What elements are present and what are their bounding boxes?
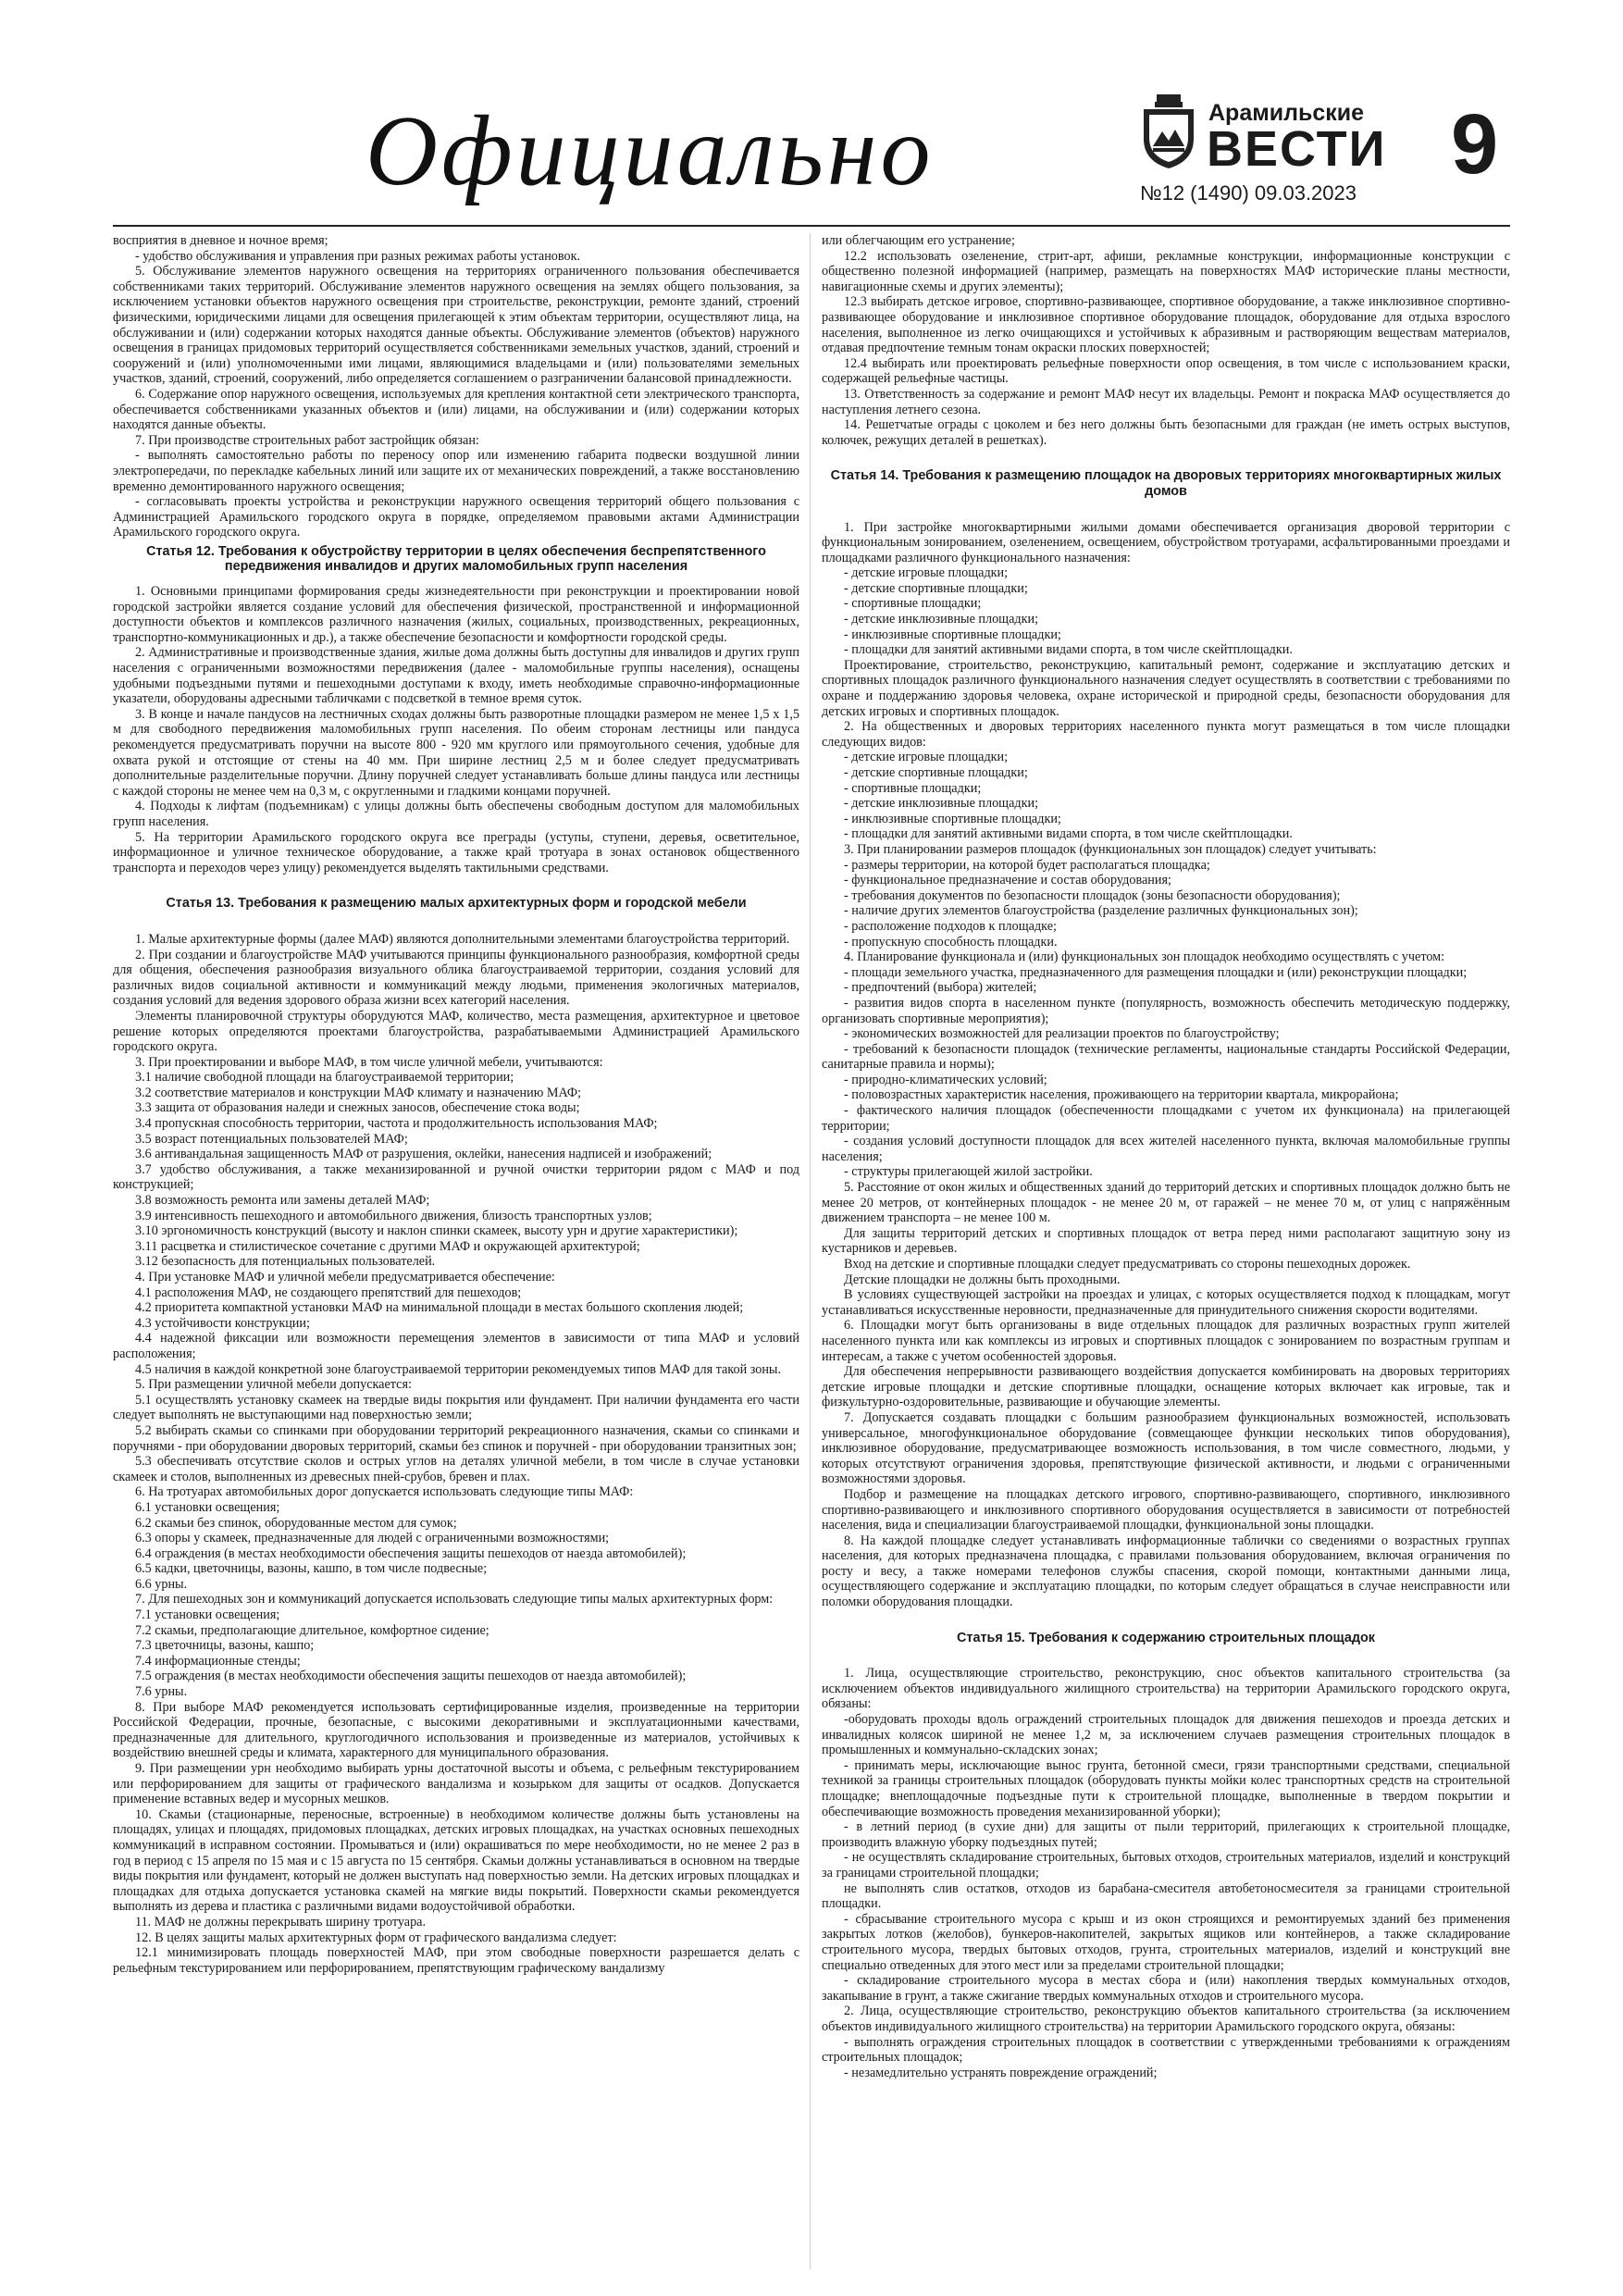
paragraph: Вход на детские и спортивные площадки следует предусматривать со стороны пешеходных дорожек. (844, 1257, 1411, 1272)
paragraph: - размеры территории, на которой будет располагаться площадка; (844, 857, 1210, 873)
paragraph: - требования документов по безопасности площадок (зоны безопасности оборудования); (844, 887, 1341, 903)
paragraph: 5. Расстояние от окон жилых и общественных зданий до территорий детских и спортивных площадок должно быть не менее 20 метров, от контейнерных площадок - не менее 20 м, от гаражей – не менее 70 м, от улиц с напряжённым движением транспорта – не менее 100 м. (822, 1180, 1510, 1226)
paragraph: - фактического наличия площадок (обеспеченности площадками с учетом их функционала) на прилегающей территории; (822, 1103, 1510, 1134)
paragraph: Для защиты территорий детских и спортивных площадок от ветра перед ними располагают защитную зону из кустарников и деревьев. (822, 1225, 1510, 1257)
paragraph: 5.3 обеспечивать отсутствие сколов и острых углов на деталях уличной мебели, в том числе в случае установки скамеек и столов, выполненных из древесных пней-срубов, бревен и плах. (113, 1454, 799, 1484)
paragraph: - согласовывать проекты устройства и реконструкции наружного освещения территорий общего пользования с Администрацией Арамильского городского округа в порядке, определяемом правовыми актами Администрации Арамильского городского округа. (113, 494, 799, 540)
paragraph: - в летний период (в сухие дни) для защиты от пыли территорий, прилегающих к строительной площадке, производить влажную уборку подъездных путей; (822, 1819, 1510, 1850)
paragraph: - спортивные площадки; (844, 596, 982, 612)
paragraph: 11. МАФ не должны перекрывать ширину тротуара. (135, 1914, 427, 1930)
paragraph: Подбор и размещение на площадках детского игрового, спортивно-развивающего, спортивного, инклюзивного спортивно-развивающего и инклюзивного спортивного оборудования осуществляется в зависимости от потребностей населения, вида и специализации благоустраиваемой площадки, функциональной зоны площадки. (822, 1486, 1510, 1533)
paragraph: - площадки для занятий активными видами спорта, в том числе скейтплощадки. (844, 642, 1293, 658)
paragraph: 12.2 использовать озеленение, стрит-арт, афиши, рекламные конструкции, информационные конструкции с общественно полезной информацией (например, размещать на поверхностях МАФ исторические планы местности, навигационные схемы и других элементы); (822, 248, 1510, 294)
header-rule (113, 225, 1510, 227)
paragraph: 1. Основными принципами формирования среды жизнедеятельности при реконструкции и проектировании новой городской застройки является создание условий для обеспечения физической, пространственной и информационной доступности объектов и комплексов различного назначения (жилых, социальных, производственных, рекреационных, транспортно-коммуникационных и др.), а также обеспечение безопасности и комфортности городской среды. (113, 584, 799, 645)
paragraph: 2. На общественных и дворовых территориях населенного пункта могут размещаться в том числе площадки следующих видов: (822, 719, 1510, 750)
newspaper-logo (1140, 89, 1387, 181)
paragraph: 14. Решетчатые ограды с цоколем и без него должны быть безопасными для граждан (не иметь острых выступов, колючек, режущих деталей в решетках). (822, 417, 1510, 448)
paragraph: - детские спортивные площадки; (844, 765, 1028, 780)
paragraph: 6.4 ограждения (в местах необходимости обеспечения защиты пешеходов от наезда автомобилей); (135, 1545, 687, 1561)
paragraph: 6. На тротуарах автомобильных дорог допускается использовать следующие типы МАФ: (135, 1484, 634, 1500)
paragraph: 3. В конце и начале пандусов на лестничных сходах должны быть разворотные площадки размером не менее 1,5 х 1,5 м для свободного передвижения маломобильных групп населения. По обеим сторонам лестницы или пандуса рекомендуется предусматривать поручни на высоте 800 - 920 мм круглого или прямоугольного сечения, удобные для охвата рукой и отстоящие от стены на 40 мм. При ширине лестниц 2,5 м и более следует предусматривать дополнительные разделительные поручни. Длину поручней следует устанавливать больше длины пандуса или лестницы с каждой стороны не менее чем на 0,3 м, с округленными и гладкими концами поручней. (113, 706, 799, 799)
paragraph: 3.2 соответствие материалов и конструкции МАФ климату и назначению МАФ; (135, 1085, 582, 1100)
paragraph: - детские инклюзивные площадки; (844, 796, 1039, 812)
paragraph: 3. При проектировании и выборе МАФ, в том числе уличной мебели, учитываются: (135, 1054, 603, 1070)
paragraph: - детские игровые площадки; (844, 750, 1009, 765)
paragraph: 2. При создании и благоустройстве МАФ учитываются принципы функционального разнообразия, комфортной среды для общения, обеспечения разнообразия визуального облика благоустраиваемой территории, создания условий для различных видов социальной активности и коммуникаций между людьми, применения экологичных материалов, создания условий для ведения здорового образа жизни всех категорий населения. (113, 947, 799, 1009)
paragraph: Элементы планировочной структуры оборудуются МАФ, количество, места размещения, архитектурное и цветовое решение которых определяются проектами благоустройства, разрабатываемыми Администрацией Арамильского городского округа. (113, 1008, 799, 1055)
paragraph: 5. Обслуживание элементов наружного освещения на территориях ограниченного пользования обеспечивается собственниками таких территорий. Обслуживание элементов наружного освещения на землях общего пользования, за исключением установки объектов наружного освещения при строительстве, реконструкции, ремонте зданий, строений физическими, юридическими лицами для освещения прилегающей к этим объектам территории, осуществляют лица, на обслуживании и (или) содержании которых находятся данные объекты. Обслуживание элементов (объектов) наружного освещения в границах придомовых территорий осуществляется собственниками земельных участков, зданий, строений и сооружений и (или) уполномоченными ими лицами, являющимися владельцами и (или) пользователями земельных участков, зданий, строений, сооружений, либо определяется соглашением о разграничении балансовой принадлежности. (113, 264, 799, 387)
paragraph: 9. При размещении урн необходимо выбирать урны достаточной высоты и объема, с рельефным текстурированием или перфорированием для защиты от графического вандализма и козырьком для защиты от осадков. Допускается применение вставных ведер и мусорных мешков. (113, 1761, 799, 1807)
article-heading: Статья 15. Требования к содержанию строительных площадок (957, 1630, 1375, 1645)
paragraph: 4.2 приоритета компактной установки МАФ на минимальной площади в местах большого скопления людей; (135, 1300, 744, 1316)
paragraph: 7. При производстве строительных работ застройщик обязан: (135, 432, 479, 448)
paragraph: Проектирование, строительство, реконструкцию, капитальный ремонт, содержание и эксплуатацию детских и спортивных площадок различного функционального назначения следует осуществлять в соответствии с требованиями по охране и поддержанию здоровья человека, охране исторической и природной среды, безопасности оборудования для детских игровых и спортивных площадок. (822, 657, 1510, 719)
paragraph: 7.4 информационные стенды; (135, 1653, 301, 1669)
paragraph: 6.5 кадки, цветочницы, вазоны, кашпо, в том числе подвесные; (135, 1561, 488, 1577)
issue-number: №12 (1490) 09.03.2023 (1140, 181, 1357, 205)
paragraph: 1. Лица, осуществляющие строительство, реконструкцию, снос объектов капитального строительства (за исключением объектов индивидуального жилищного строительства) на территории Арамильского городского округа, обязаны: (822, 1666, 1510, 1712)
paragraph: 12.3 выбирать детское игровое, спортивно-развивающее, спортивное оборудование, а также инклюзивное спортивно-развивающее оборудование и инклюзивное спортивное оборудование площадок, оборудование для отдыха взрослого населения, выполненное из легко очищающихся и устойчивых к абразивным и растворяющим веществам материалов, отдавая предпочтение темным тонам окраски плоских поверхностей; (822, 294, 1510, 356)
section-title: Официально (365, 96, 935, 206)
paragraph: - площади земельного участка, предназначенного для размещения площадки и (или) реконструкции площадки; (844, 964, 1468, 980)
paragraph: - сбрасывание строительного мусора с крыш и из окон строящихся и ремонтируемых зданий без применения закрытых лотков (желобов), бункеров-накопителей, закрытых ящиков или контейнеров, а также складирование строительного мусора, твердых бытовых отходов, грунта, строительных материалов, изделий и конструкций вне специально отведенных для этого мест или за пределами строительной площадки; (822, 1911, 1510, 1973)
paragraph: 4.4 надежной фиксации или возможности перемещения элементов в зависимости от типа МАФ и условий расположения; (113, 1331, 799, 1361)
paragraph: 4.5 наличия в каждой конкретной зоне благоустраиваемой территории рекомендуемых типов МАФ для такой зоны. (135, 1361, 782, 1377)
coat-of-arms-icon (1140, 94, 1197, 170)
paragraph: 8. На каждой площадке следует устанавливать информационные таблички со сведениями о возрастных группах населения, для которых предназначена площадка, с правилами пользования оборудованием, включая ограничения по росту и весу, а также номерами телефонов службы спасения, скорой помощи, контактными данными лица, осуществляющего содержание и эксплуатацию площадки, по которым следует обращаться в случае неисправности или поломки оборудования площадки. (822, 1533, 1510, 1610)
paragraph: Для обеспечения непрерывности развивающего воздействия допускается комбинировать на дворовых территориях детские игровые площадки и детские спортивные площадки, оснащение которых включает как игровые, так и физкультурно-оздоровительные, развивающие и обучающие элементы. (822, 1364, 1510, 1410)
paragraph: - выполнять ограждения строительных площадок в соответствии с утвержденными требованиями к ограждениям строительных площадок; (822, 2034, 1510, 2066)
paragraph: 2. Лица, осуществляющие строительство, реконструкцию объектов капитального строительства (за исключением объектов индивидуального жилищного строительства) на территории Арамильского городского округа, обязаны: (822, 2004, 1510, 2034)
paragraph: 5. На территории Арамильского городского округа все преграды (уступы, ступени, деревья, осветительное, информационное и уличное техническое оборудование, а также край тротуара в зонах остановок общественного транспорта и переходов через улицу) рекомендуется выделять тактильными средствами. (113, 829, 799, 875)
paragraph: 12. В целях защиты малых архитектурных форм от графического вандализма следует: (135, 1930, 617, 1945)
paragraph: 1. Малые архитектурные формы (далее МАФ) являются дополнительными элементами благоустройства территорий. (135, 931, 790, 947)
paragraph: 3.1 наличие свободной площади на благоустраиваемой территории; (135, 1070, 514, 1086)
paragraph: - создания условий доступности площадок для всех жителей населенного пункта, включая маломобильные группы населения; (822, 1134, 1510, 1164)
paragraph: - детские инклюзивные площадки; (844, 612, 1039, 627)
page-number: 9 (1451, 97, 1499, 192)
paragraph: - экономических возможностей для реализации проектов по благоустройству; (844, 1026, 1280, 1042)
paragraph: 4.1 расположения МАФ, не создающего препятствий для пешеходов; (135, 1285, 522, 1300)
paragraph: - детские спортивные площадки; (844, 580, 1028, 596)
logo-small-text: Арамильские (1208, 100, 1365, 126)
paragraph: 6.1 установки освещения; (135, 1499, 280, 1515)
paragraph: В условиях существующей застройки на проездах и улицах, с которых осуществляется подход к площадкам, могут устанавливаться искусственные неровности, предназначенные для принудительного снижения скорости водителями. (822, 1287, 1510, 1318)
paragraph: 3.8 возможность ремонта или замены деталей МАФ; (135, 1193, 430, 1209)
paragraph: 10. Скамьи (стационарные, переносные, встроенные) в необходимом количестве должны быть установлены на площадях, улицах и площадях, придомовых площадках, детских игровых площадках, на участках основных пешеходных коммуникаций в исправном состоянии. Промываться и (или) окрашиваться по мере необходимости, но не менее 2 раз в год в период с 15 апреля по 15 мая и с 15 августа по 15 сентября. Скамьи должны устанавливаться в основном на твердые виды покрытия или фундамент, который не должен выступать над поверхностью земли. На детских игровых площадках и площадках для отдыха допускается установка скамей на мягкие виды покрытий. Поверхности скамьи рекомендуется выполнять из дерева и пластика с различными видами водоустойчивой обработки. (113, 1806, 799, 1915)
paragraph: - наличие других элементов благоустройства (разделение различных функциональных зон); (844, 903, 1358, 919)
paragraph: - природно-климатических условий; (844, 1072, 1047, 1087)
paragraph: 6. Площадки могут быть организованы в виде отдельных площадок для различных возрастных групп жителей населенного пункта или как комплексы из игровых и спортивных площадок с зонированием по возрастным группам и интересам, а также с учетом особенностей здоровья. (822, 1318, 1510, 1364)
paragraph: 5. При размещении уличной мебели допускается: (135, 1377, 412, 1393)
paragraph: 7.2 скамьи, предполагающие длительное, комфортное сидение; (135, 1622, 489, 1638)
paragraph: 7.6 урны. (135, 1684, 188, 1700)
paragraph: - инклюзивные спортивные площадки; (844, 811, 1061, 826)
paragraph: 6.6 урны. (135, 1576, 188, 1592)
paragraph: 5.1 осуществлять установку скамеек на твердые виды покрытия или фундамент. При наличии фундамента его части следует выполнять не выступающими над поверхностью земли; (113, 1392, 799, 1423)
paragraph: 7. Допускается создавать площадки с большим разнообразием функциональных возможностей, использовать универсальное, многофункциональное оборудование (совмещающее функции нескольких типов оборудования), инклюзивное оборудование, предусматривающее возможность использования, в том числе совместного, людьми, у которых отсутствуют ограничения здоровья, препятствующие физической активности, и людьми с ограниченными возможностями здоровья. (822, 1409, 1510, 1487)
paragraph: - половозрастных характеристик населения, проживающего на территории квартала, микрорайона; (844, 1087, 1399, 1103)
paragraph: 2. Административные и производственные здания, жилые дома должны быть доступны для инвалидов и других групп населения с ограниченными возможностями передвижения (далее - маломобильные группы населения), оснащены удобными подъездными путями и пешеходными доступами к входу, иметь необходимые справочно-информационные указатели, оборудованы адресными табличками с подсветкой в темное время суток. (113, 645, 799, 707)
paragraph: 12.1 минимизировать площадь поверхностей МАФ, при этом свободные поверхности разрешается делать с рельефным текстурированием или перфорированием, препятствующим графическому вандализму (113, 1945, 799, 1976)
article-heading: Статья 13. Требования к размещению малых архитектурных форм и городской мебели (166, 896, 747, 912)
paragraph: 3.10 эргономичность конструкций (высоту и наклон спинки скамеек, высоту урн и другие характеристики); (135, 1223, 738, 1239)
paragraph: - требований к безопасности площадок (технические регламенты, национальные стандарты Российской Федерации, санитарные правила и нормы); (822, 1041, 1510, 1073)
paragraph: 3.7 удобство обслуживания, а также механизированной и ручной очистки территории рядом с МАФ и под конструкцией; (113, 1161, 799, 1193)
paragraph: 7.1 установки освещения; (135, 1607, 280, 1623)
paragraph: - принимать меры, исключающие вынос грунта, бетонной смеси, грязи транспортными средствами, специальной техникой за границы строительных площадок (оборудовать пункты мойки колес транспортных средств на строительной площадке; внеплощадочные подъездные пути к строительной площадке, выполненные в твердом покрытии и обеспечивающие возможность проведения механизированной уборки); (822, 1757, 1510, 1819)
right-column (822, 233, 1510, 2269)
paragraph: - пропускную способность площадки. (844, 934, 1058, 949)
masthead (0, 0, 1623, 231)
paragraph: - удобство обслуживания и управления при разных режимах работы установок. (135, 248, 581, 264)
paragraph: - структуры прилегающей жилой застройки. (844, 1164, 1093, 1180)
paragraph: 7.5 ограждения (в местах необходимости обеспечения защиты пешеходов от наезда автомобилей); (135, 1669, 687, 1684)
paragraph: 5.2 выбирать скамьи со спинками при оборудовании территорий рекреационного назначения, скамьи со спинками и поручнями - при оборудовании дворовых территорий, скамьи без спинок и поручней - при оборудовании транзитных зон; (113, 1422, 799, 1454)
paragraph: или облегчающим его устранение; (822, 233, 1015, 248)
paragraph: - выполнять самостоятельно работы по переносу опор или изменению габарита подвески воздушной линии электропередачи, по перекладке кабельных линий или защите их от механических повреждений, а также восстановлению временно демонтированного наружного освещения; (113, 448, 799, 494)
paragraph: 3.12 безопасность для потенциальных пользователей. (135, 1254, 436, 1270)
paragraph: 4. При установке МАФ и уличной мебели предусматривается обеспечение: (135, 1270, 555, 1285)
paragraph: не выполнять слив остатков, отходов из барабана-смесителя автобетоносмесителя за границами строительной площадки. (822, 1880, 1510, 1912)
paragraph: - складирование строительного мусора в местах сбора и (или) накопления твердых коммунальных отходов, закапывание в грунт, а также сжигание твердых коммунальных отходов и строительного мусора. (822, 1973, 1510, 2004)
column-divider (810, 233, 811, 2269)
paragraph: 8. При выборе МАФ рекомендуется использовать сертифицированные изделия, произведенные на территории Российской Федерации, прочные, безопасные, с высокими декоративными и эксплуатационными качествами, предназначенные для длительного, круглогодичного использования и произведенные из материалов, устойчивых к воздействию внешней среды и климата, характерного для муниципального образования. (113, 1699, 799, 1761)
paragraph: 4. Подходы к лифтам (подъемникам) с улицы должны быть обеспечены свободным доступом для маломобильных групп населения. (113, 799, 799, 829)
paragraph: - не осуществлять складирование строительных, бытовых отходов, строительных материалов, изделий и конструкций за границами строительной площадки; (822, 1850, 1510, 1880)
paragraph: 3.3 защита от образования наледи и снежных заносов, обеспечение стока воды; (135, 1100, 580, 1116)
paragraph: 6.3 опоры у скамеек, предназначенные для людей с ограниченными возможностями; (135, 1531, 610, 1546)
paragraph: 3.11 расцветка и стилистическое сочетание с другими МАФ и окружающей архитектурой; (135, 1238, 640, 1254)
left-column (113, 233, 799, 2269)
paragraph: - развития видов спорта в населенном пункте (популярность, возможность обеспечить методическую поддержку, организовать спортивные мероприятия); (822, 995, 1510, 1026)
paragraph: -оборудовать проходы вдоль ограждений строительных площадок для движения пешеходов и проезда детских и инвалидных колясок шириной не менее 1,2 м, за исключением случаев размещения строительных площадок в промышленных и коммунально-складских зонах; (822, 1712, 1510, 1758)
paragraph: - расположение подходов к площадке; (844, 918, 1057, 934)
paragraph: 13. Ответственность за содержание и ремонт МАФ несут их владельцы. Ремонт и покраска МАФ осуществляется до наступления летнего сезона. (822, 386, 1510, 417)
paragraph: 3.4 пропускная способность территории, частота и продолжительность использования МАФ; (135, 1116, 658, 1132)
paragraph: 3. При планировании размеров площадок (функциональных зон площадок) следует учитывать: (844, 841, 1377, 857)
paragraph: - предпочтений (выбора) жителей; (844, 980, 1037, 996)
article-heading: Статья 12. Требования к обустройству территории в целях обеспечения беспрепятственного передвижения инвалидов и других маломобильных групп населения (146, 543, 766, 575)
paragraph: 3.9 интенсивность пешеходного и автомобильного движения, близость транспортных узлов; (135, 1208, 652, 1223)
paragraph: 12.4 выбирать или проектировать рельефные поверхности опор освещения, в том числе с использованием краски, содержащей рельефные частицы. (822, 355, 1510, 387)
paragraph: 4.3 устойчивости конструкции; (135, 1315, 310, 1331)
logo-big-text: ВЕСТИ (1207, 121, 1387, 177)
paragraph: 3.5 возраст потенциальных пользователей МАФ; (135, 1131, 408, 1147)
paragraph: 1. При застройке многоквартирными жилыми домами обеспечивается организация дворовой территории с функциональным зонированием, озеленением, освещением, обустройством тротуарами, асфальтированными проездами и площадками различного функционального назначения: (822, 519, 1510, 565)
paragraph: 6. Содержание опор наружного освещения, используемых для крепления контактной сети электрического транспорта, обеспечивается собственниками указанных объектов и (или) лицами, на обслуживании и (или) содержании которых находятся данные объекты. (113, 386, 799, 433)
paragraph: 6.2 скамьи без спинок, оборудованные местом для сумок; (135, 1515, 457, 1531)
paragraph: - площадки для занятий активными видами спорта, в том числе скейтплощадки. (844, 826, 1293, 842)
paragraph: - функциональное предназначение и состав оборудования; (844, 873, 1171, 888)
paragraph: 7.3 цветочницы, вазоны, кашпо; (135, 1638, 315, 1654)
paragraph: 7. Для пешеходных зон и коммуникаций допускается использовать следующие типы малых архитектурных форм: (135, 1592, 774, 1607)
paragraph: - детские игровые площадки; (844, 565, 1009, 581)
paragraph: восприятия в дневное и ночное время; (113, 233, 328, 248)
paragraph: 3.6 антивандальная защищенность МАФ от разрушения, оклейки, нанесения надписей и изображений; (135, 1147, 712, 1162)
paragraph: - инклюзивные спортивные площадки; (844, 627, 1061, 642)
paragraph: Детские площадки не должны быть проходными. (844, 1272, 1121, 1287)
article-heading: Статья 14. Требования к размещению площадок на дворовых территориях многоквартирных жилых домов (830, 468, 1502, 499)
paragraph: - спортивные площадки; (844, 780, 982, 796)
paragraph: 4. Планирование функционала и (или) функциональных зон площадок необходимо осуществлять с учетом: (844, 949, 1445, 965)
paragraph: - незамедлительно устранять повреждение ограждений; (844, 2065, 1158, 2080)
